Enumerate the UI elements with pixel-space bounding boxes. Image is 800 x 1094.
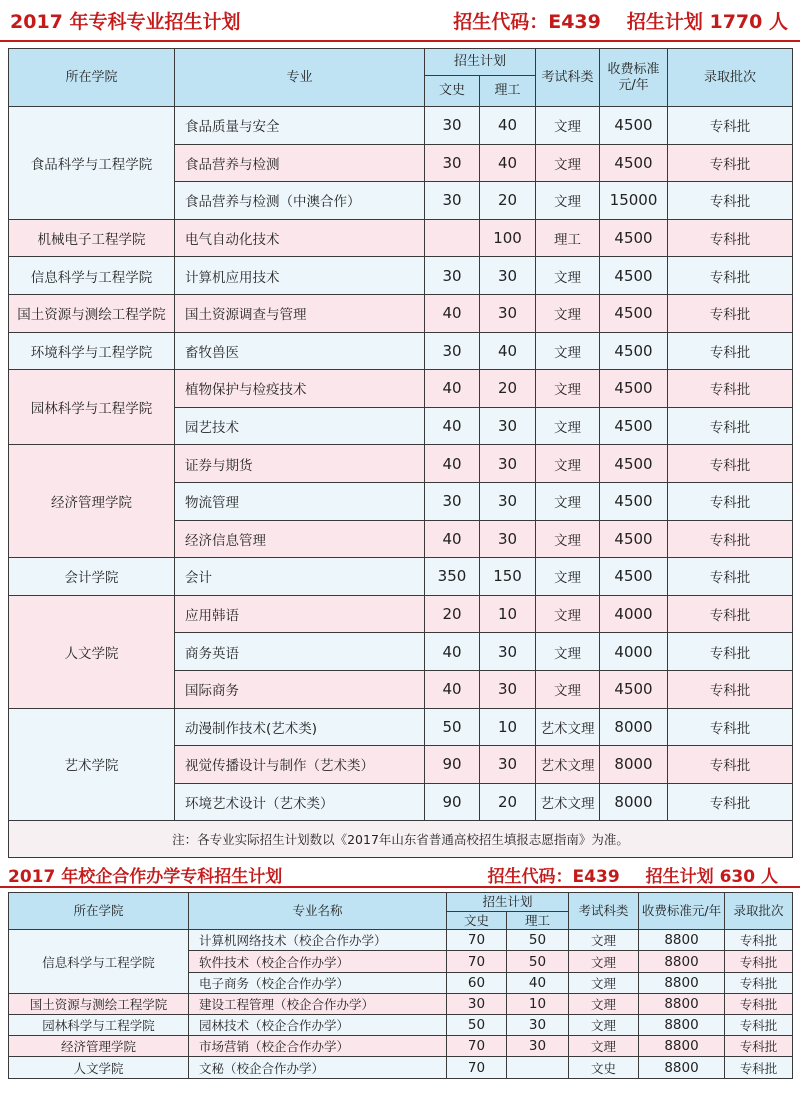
header-college: 所在学院	[9, 49, 175, 107]
fee-cell: 15000	[600, 182, 668, 220]
subject-cell: 文理	[536, 294, 600, 332]
subject-cell: 文理	[536, 407, 600, 445]
major-cell: 国际商务	[175, 670, 425, 708]
batch-cell: 专科批	[668, 107, 793, 145]
college-cell: 园林科学与工程学院	[9, 1015, 189, 1036]
batch-cell: 专科批	[725, 1057, 793, 1078]
wen-cell: 70	[447, 1036, 507, 1057]
section1-codes	[453, 7, 788, 34]
wen-cell: 70	[447, 1057, 507, 1078]
college-cell: 经济管理学院	[9, 445, 175, 558]
table-row	[9, 993, 793, 1014]
subject-cell: 文理	[569, 993, 639, 1014]
section1-title-bar	[0, 0, 800, 42]
li-cell: 30	[480, 633, 536, 671]
college-cell: 艺术学院	[9, 708, 175, 821]
college-cell: 国土资源与测绘工程学院	[9, 294, 175, 332]
fee-cell: 4000	[600, 595, 668, 633]
fee-cell: 8800	[639, 1015, 725, 1036]
li-cell: 30	[480, 670, 536, 708]
section1-enroll-total: 招生计划 1770 人	[626, 10, 788, 33]
major-cell: 计算机应用技术	[175, 257, 425, 295]
header-fee-text: 收费标准元/年	[607, 61, 660, 93]
header-major: 专业	[175, 49, 425, 107]
subject-cell: 文理	[569, 930, 639, 951]
major-cell: 食品质量与安全	[175, 107, 425, 145]
wen-cell: 30	[425, 107, 480, 145]
college-cell: 食品科学与工程学院	[9, 107, 175, 220]
table-row	[9, 930, 793, 951]
batch-cell: 专科批	[725, 1036, 793, 1057]
college-cell: 环境科学与工程学院	[9, 332, 175, 370]
batch-cell: 专科批	[668, 595, 793, 633]
batch-cell: 专科批	[668, 558, 793, 596]
section2-table	[8, 892, 793, 1078]
subject-cell: 文理	[536, 482, 600, 520]
major-cell: 电子商务（校企合作办学）	[189, 972, 447, 993]
fee-cell: 8000	[600, 708, 668, 746]
fee-cell: 4500	[600, 332, 668, 370]
li-cell: 150	[480, 558, 536, 596]
college-cell: 人文学院	[9, 1057, 189, 1078]
batch-cell: 专科批	[668, 708, 793, 746]
batch-cell: 专科批	[668, 294, 793, 332]
wen-cell: 350	[425, 558, 480, 596]
fee-cell: 8800	[639, 1057, 725, 1078]
wen-cell: 40	[425, 520, 480, 558]
wen-cell: 90	[425, 783, 480, 821]
li-cell: 40	[480, 144, 536, 182]
wen-cell: 30	[425, 332, 480, 370]
li-cell: 10	[507, 993, 569, 1014]
batch-cell: 专科批	[668, 144, 793, 182]
fee-cell: 8800	[639, 951, 725, 972]
major-cell: 植物保护与检疫技术	[175, 370, 425, 408]
subject-cell: 文史	[569, 1057, 639, 1078]
major-cell: 市场营销（校企合作办学）	[189, 1036, 447, 1057]
batch-cell: 专科批	[725, 951, 793, 972]
college-cell: 机械电子工程学院	[9, 219, 175, 257]
major-cell: 物流管理	[175, 482, 425, 520]
subject-cell: 文理	[536, 445, 600, 483]
batch-cell: 专科批	[668, 445, 793, 483]
header-fee: 收费标准元/年	[639, 893, 725, 930]
major-cell: 文秘（校企合作办学）	[189, 1057, 447, 1078]
wen-cell: 60	[447, 972, 507, 993]
fee-cell: 4000	[600, 633, 668, 671]
wen-cell: 40	[425, 445, 480, 483]
header-plan: 招生计划	[425, 49, 536, 76]
college-cell: 人文学院	[9, 595, 175, 708]
fee-cell: 4500	[600, 219, 668, 257]
major-cell: 证券与期货	[175, 445, 425, 483]
major-cell: 应用韩语	[175, 595, 425, 633]
major-cell: 视觉传播设计与制作（艺术类）	[175, 746, 425, 784]
header-major: 专业名称	[189, 893, 447, 930]
li-cell: 20	[480, 783, 536, 821]
subject-cell: 艺术文理	[536, 783, 600, 821]
subject-cell: 艺术文理	[536, 708, 600, 746]
footnote: 注：各专业实际招生计划数以《2017年山东省普通高校招生填报志愿指南》为准。	[9, 821, 793, 858]
subject-cell: 文理	[536, 670, 600, 708]
fee-cell: 4500	[600, 294, 668, 332]
major-cell: 电气自动化技术	[175, 219, 425, 257]
table-row	[9, 107, 793, 145]
header-subject: 考试科类	[569, 893, 639, 930]
fee-cell: 4500	[600, 257, 668, 295]
batch-cell: 专科批	[725, 972, 793, 993]
table-row	[9, 595, 793, 633]
subject-cell: 文理	[569, 951, 639, 972]
subject-cell: 艺术文理	[536, 746, 600, 784]
header-batch: 录取批次	[668, 49, 793, 107]
li-cell: 30	[480, 257, 536, 295]
major-cell: 园林技术（校企合作办学）	[189, 1015, 447, 1036]
li-cell: 40	[507, 972, 569, 993]
fee-cell: 4500	[600, 370, 668, 408]
li-cell: 10	[480, 595, 536, 633]
subject-cell: 文理	[536, 182, 600, 220]
li-cell: 30	[480, 445, 536, 483]
li-cell: 30	[480, 520, 536, 558]
li-cell: 50	[507, 930, 569, 951]
batch-cell: 专科批	[725, 930, 793, 951]
fee-cell: 8000	[600, 783, 668, 821]
header-li: 理工	[507, 912, 569, 930]
wen-cell: 20	[425, 595, 480, 633]
table-row	[9, 708, 793, 746]
major-cell: 环境艺术设计（艺术类）	[175, 783, 425, 821]
wen-cell: 50	[425, 708, 480, 746]
batch-cell: 专科批	[668, 633, 793, 671]
fee-cell: 8800	[639, 1036, 725, 1057]
wen-cell: 40	[425, 633, 480, 671]
table-row	[9, 1015, 793, 1036]
li-cell: 50	[507, 951, 569, 972]
li-cell: 30	[480, 294, 536, 332]
batch-cell: 专科批	[668, 332, 793, 370]
batch-cell: 专科批	[668, 746, 793, 784]
section2-title: 2017 年校企合作办学专科招生计划	[8, 866, 283, 887]
section2-codes	[488, 862, 778, 887]
college-cell: 信息科学与工程学院	[9, 930, 189, 994]
header-batch: 录取批次	[725, 893, 793, 930]
li-cell: 30	[480, 407, 536, 445]
wen-cell: 30	[425, 482, 480, 520]
section2-enroll-total: 招生计划 630 人	[645, 866, 778, 887]
table-row	[9, 1036, 793, 1057]
college-cell: 园林科学与工程学院	[9, 370, 175, 445]
batch-cell: 专科批	[668, 670, 793, 708]
wen-cell	[425, 219, 480, 257]
fee-cell: 4500	[600, 558, 668, 596]
table-row	[9, 1057, 793, 1078]
batch-cell: 专科批	[668, 370, 793, 408]
table-row	[9, 558, 793, 596]
batch-cell: 专科批	[725, 993, 793, 1014]
fee-cell: 8800	[639, 930, 725, 951]
header-fee	[600, 49, 668, 107]
major-cell: 畜牧兽医	[175, 332, 425, 370]
section1-enroll-code: 招生代码：E439	[453, 10, 601, 33]
subject-cell: 文理	[536, 633, 600, 671]
major-cell: 经济信息管理	[175, 520, 425, 558]
college-cell: 信息科学与工程学院	[9, 257, 175, 295]
batch-cell: 专科批	[668, 407, 793, 445]
li-cell: 30	[507, 1036, 569, 1057]
wen-cell: 30	[425, 144, 480, 182]
major-cell: 园艺技术	[175, 407, 425, 445]
li-cell: 40	[480, 332, 536, 370]
fee-cell: 4500	[600, 520, 668, 558]
li-cell: 20	[480, 370, 536, 408]
college-cell: 经济管理学院	[9, 1036, 189, 1057]
college-cell: 国土资源与测绘工程学院	[9, 993, 189, 1014]
section2-enroll-code: 招生代码：E439	[487, 866, 620, 887]
li-cell: 30	[507, 1015, 569, 1036]
wen-cell: 40	[425, 407, 480, 445]
subject-cell: 文理	[569, 1015, 639, 1036]
li-cell: 20	[480, 182, 536, 220]
major-cell: 国土资源调查与管理	[175, 294, 425, 332]
subject-cell: 文理	[536, 595, 600, 633]
subject-cell: 文理	[536, 257, 600, 295]
table-row	[9, 370, 793, 408]
section1-title: 2017 年专科专业招生计划	[10, 10, 241, 33]
li-cell	[507, 1057, 569, 1078]
header-plan: 招生计划	[447, 893, 569, 912]
header-college: 所在学院	[9, 893, 189, 930]
subject-cell: 文理	[536, 370, 600, 408]
fee-cell: 4500	[600, 144, 668, 182]
li-cell: 100	[480, 219, 536, 257]
table-row	[9, 445, 793, 483]
wen-cell: 30	[425, 182, 480, 220]
wen-cell: 40	[425, 670, 480, 708]
subject-cell: 理工	[536, 219, 600, 257]
table-row	[9, 332, 793, 370]
fee-cell: 4500	[600, 445, 668, 483]
batch-cell: 专科批	[668, 257, 793, 295]
li-cell: 30	[480, 746, 536, 784]
batch-cell: 专科批	[668, 219, 793, 257]
li-cell: 40	[480, 107, 536, 145]
major-cell: 食品营养与检测（中澳合作）	[175, 182, 425, 220]
subject-cell: 文理	[536, 520, 600, 558]
batch-cell: 专科批	[668, 520, 793, 558]
subject-cell: 文理	[536, 144, 600, 182]
subject-cell: 文理	[536, 107, 600, 145]
fee-cell: 4500	[600, 107, 668, 145]
header-li: 理工	[480, 76, 536, 107]
major-cell: 建设工程管理（校企合作办学）	[189, 993, 447, 1014]
fee-cell: 4500	[600, 670, 668, 708]
wen-cell: 70	[447, 951, 507, 972]
subject-cell: 文理	[536, 558, 600, 596]
subject-cell: 文理	[569, 972, 639, 993]
major-cell: 会计	[175, 558, 425, 596]
section1-table	[8, 48, 793, 858]
header-wen: 文史	[447, 912, 507, 930]
fee-cell: 4500	[600, 407, 668, 445]
major-cell: 食品营养与检测	[175, 144, 425, 182]
table-row	[9, 257, 793, 295]
batch-cell: 专科批	[668, 783, 793, 821]
fee-cell: 4500	[600, 482, 668, 520]
wen-cell: 70	[447, 930, 507, 951]
header-subject: 考试科类	[536, 49, 600, 107]
major-cell: 计算机网络技术（校企合作办学）	[189, 930, 447, 951]
wen-cell: 30	[425, 257, 480, 295]
batch-cell: 专科批	[668, 482, 793, 520]
wen-cell: 40	[425, 294, 480, 332]
wen-cell: 40	[425, 370, 480, 408]
batch-cell: 专科批	[725, 1015, 793, 1036]
college-cell: 会计学院	[9, 558, 175, 596]
subject-cell: 文理	[536, 332, 600, 370]
subject-cell: 文理	[569, 1036, 639, 1057]
major-cell: 软件技术（校企合作办学）	[189, 951, 447, 972]
table-row	[9, 294, 793, 332]
major-cell: 动漫制作技术(艺术类)	[175, 708, 425, 746]
wen-cell: 90	[425, 746, 480, 784]
batch-cell: 专科批	[668, 182, 793, 220]
wen-cell: 30	[447, 993, 507, 1014]
fee-cell: 8800	[639, 993, 725, 1014]
table-row	[9, 219, 793, 257]
section2-title-bar	[0, 862, 800, 888]
wen-cell: 50	[447, 1015, 507, 1036]
major-cell: 商务英语	[175, 633, 425, 671]
li-cell: 30	[480, 482, 536, 520]
fee-cell: 8800	[639, 972, 725, 993]
header-wen: 文史	[425, 76, 480, 107]
li-cell: 10	[480, 708, 536, 746]
fee-cell: 8000	[600, 746, 668, 784]
